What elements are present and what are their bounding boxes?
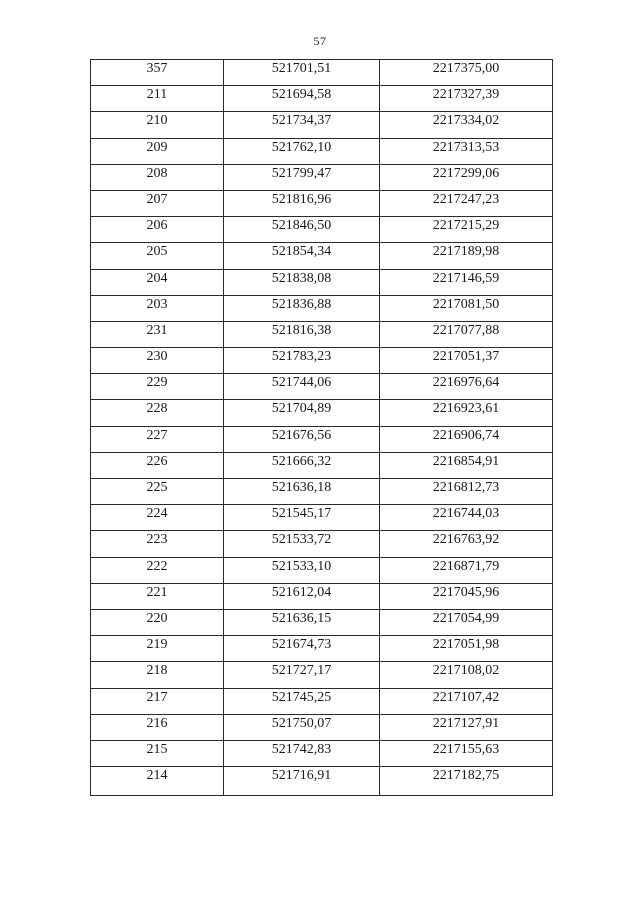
point-number-cell: 214 bbox=[91, 767, 224, 796]
table-row bbox=[91, 86, 553, 112]
point-number-cell: 218 bbox=[91, 662, 224, 688]
y-coordinate-cell: 2216906,74 bbox=[380, 426, 553, 452]
table-row bbox=[91, 767, 553, 796]
point-number-cell: 226 bbox=[91, 452, 224, 478]
x-coordinate-cell: 521704,89 bbox=[224, 400, 380, 426]
y-coordinate-cell: 2217127,91 bbox=[380, 714, 553, 740]
page-number: 57 bbox=[313, 34, 327, 48]
point-number-cell: 204 bbox=[91, 269, 224, 295]
table-row bbox=[91, 60, 553, 86]
point-number-cell: 221 bbox=[91, 583, 224, 609]
table-row bbox=[91, 190, 553, 216]
x-coordinate-cell: 521854,34 bbox=[224, 243, 380, 269]
y-coordinate-cell: 2217375,00 bbox=[380, 60, 553, 86]
table-body bbox=[91, 60, 553, 796]
point-number-cell: 231 bbox=[91, 321, 224, 347]
y-coordinate-cell: 2217155,63 bbox=[380, 740, 553, 766]
table-row bbox=[91, 138, 553, 164]
x-coordinate-cell: 521846,50 bbox=[224, 217, 380, 243]
table-row bbox=[91, 348, 553, 374]
table-row bbox=[91, 714, 553, 740]
table-row bbox=[91, 426, 553, 452]
point-number-cell: 205 bbox=[91, 243, 224, 269]
y-coordinate-cell: 2216744,03 bbox=[380, 505, 553, 531]
coordinates-table bbox=[90, 59, 553, 796]
table-row bbox=[91, 688, 553, 714]
x-coordinate-cell: 521745,25 bbox=[224, 688, 380, 714]
point-number-cell: 219 bbox=[91, 636, 224, 662]
y-coordinate-cell: 2217182,75 bbox=[380, 767, 553, 796]
table-row bbox=[91, 374, 553, 400]
y-coordinate-cell: 2217077,88 bbox=[380, 321, 553, 347]
point-number-cell: 224 bbox=[91, 505, 224, 531]
y-coordinate-cell: 2216976,64 bbox=[380, 374, 553, 400]
table-row bbox=[91, 269, 553, 295]
table-row bbox=[91, 321, 553, 347]
point-number-cell: 210 bbox=[91, 112, 224, 138]
table-row bbox=[91, 557, 553, 583]
point-number-cell: 220 bbox=[91, 609, 224, 635]
y-coordinate-cell: 2217313,53 bbox=[380, 138, 553, 164]
y-coordinate-cell: 2217146,59 bbox=[380, 269, 553, 295]
table-row bbox=[91, 295, 553, 321]
y-coordinate-cell: 2217054,99 bbox=[380, 609, 553, 635]
point-number-cell: 209 bbox=[91, 138, 224, 164]
x-coordinate-cell: 521836,88 bbox=[224, 295, 380, 321]
x-coordinate-cell: 521750,07 bbox=[224, 714, 380, 740]
x-coordinate-cell: 521783,23 bbox=[224, 348, 380, 374]
x-coordinate-cell: 521716,91 bbox=[224, 767, 380, 796]
point-number-cell: 216 bbox=[91, 714, 224, 740]
x-coordinate-cell: 521701,51 bbox=[224, 60, 380, 86]
point-number-cell: 206 bbox=[91, 217, 224, 243]
x-coordinate-cell: 521612,04 bbox=[224, 583, 380, 609]
y-coordinate-cell: 2216812,73 bbox=[380, 479, 553, 505]
y-coordinate-cell: 2216763,92 bbox=[380, 531, 553, 557]
table-row bbox=[91, 505, 553, 531]
y-coordinate-cell: 2216923,61 bbox=[380, 400, 553, 426]
x-coordinate-cell: 521636,18 bbox=[224, 479, 380, 505]
x-coordinate-cell: 521762,10 bbox=[224, 138, 380, 164]
table-row bbox=[91, 400, 553, 426]
table-row bbox=[91, 452, 553, 478]
point-number-cell: 203 bbox=[91, 295, 224, 321]
table-row bbox=[91, 112, 553, 138]
point-number-cell: 357 bbox=[91, 60, 224, 86]
x-coordinate-cell: 521533,72 bbox=[224, 531, 380, 557]
x-coordinate-cell: 521666,32 bbox=[224, 452, 380, 478]
table-row bbox=[91, 479, 553, 505]
y-coordinate-cell: 2217081,50 bbox=[380, 295, 553, 321]
y-coordinate-cell: 2217189,98 bbox=[380, 243, 553, 269]
table-row bbox=[91, 243, 553, 269]
x-coordinate-cell: 521545,17 bbox=[224, 505, 380, 531]
y-coordinate-cell: 2217334,02 bbox=[380, 112, 553, 138]
point-number-cell: 229 bbox=[91, 374, 224, 400]
y-coordinate-cell: 2217051,37 bbox=[380, 348, 553, 374]
x-coordinate-cell: 521744,06 bbox=[224, 374, 380, 400]
table-row bbox=[91, 740, 553, 766]
x-coordinate-cell: 521816,38 bbox=[224, 321, 380, 347]
y-coordinate-cell: 2216871,79 bbox=[380, 557, 553, 583]
x-coordinate-cell: 521799,47 bbox=[224, 164, 380, 190]
x-coordinate-cell: 521734,37 bbox=[224, 112, 380, 138]
y-coordinate-cell: 2217107,42 bbox=[380, 688, 553, 714]
y-coordinate-cell: 2217045,96 bbox=[380, 583, 553, 609]
point-number-cell: 230 bbox=[91, 348, 224, 374]
x-coordinate-cell: 521674,73 bbox=[224, 636, 380, 662]
table-row bbox=[91, 531, 553, 557]
y-coordinate-cell: 2216854,91 bbox=[380, 452, 553, 478]
x-coordinate-cell: 521838,08 bbox=[224, 269, 380, 295]
x-coordinate-cell: 521676,56 bbox=[224, 426, 380, 452]
y-coordinate-cell: 2217108,02 bbox=[380, 662, 553, 688]
x-coordinate-cell: 521533,10 bbox=[224, 557, 380, 583]
point-number-cell: 225 bbox=[91, 479, 224, 505]
point-number-cell: 207 bbox=[91, 190, 224, 216]
table-row bbox=[91, 583, 553, 609]
point-number-cell: 228 bbox=[91, 400, 224, 426]
y-coordinate-cell: 2217215,29 bbox=[380, 217, 553, 243]
point-number-cell: 227 bbox=[91, 426, 224, 452]
table-row bbox=[91, 217, 553, 243]
x-coordinate-cell: 521816,96 bbox=[224, 190, 380, 216]
x-coordinate-cell: 521727,17 bbox=[224, 662, 380, 688]
y-coordinate-cell: 2217247,23 bbox=[380, 190, 553, 216]
table-row bbox=[91, 609, 553, 635]
point-number-cell: 215 bbox=[91, 740, 224, 766]
point-number-cell: 223 bbox=[91, 531, 224, 557]
table-row bbox=[91, 662, 553, 688]
x-coordinate-cell: 521742,83 bbox=[224, 740, 380, 766]
y-coordinate-cell: 2217327,39 bbox=[380, 86, 553, 112]
x-coordinate-cell: 521694,58 bbox=[224, 86, 380, 112]
table-row bbox=[91, 164, 553, 190]
point-number-cell: 222 bbox=[91, 557, 224, 583]
y-coordinate-cell: 2217051,98 bbox=[380, 636, 553, 662]
point-number-cell: 211 bbox=[91, 86, 224, 112]
point-number-cell: 208 bbox=[91, 164, 224, 190]
x-coordinate-cell: 521636,15 bbox=[224, 609, 380, 635]
y-coordinate-cell: 2217299,06 bbox=[380, 164, 553, 190]
point-number-cell: 217 bbox=[91, 688, 224, 714]
table-row bbox=[91, 636, 553, 662]
